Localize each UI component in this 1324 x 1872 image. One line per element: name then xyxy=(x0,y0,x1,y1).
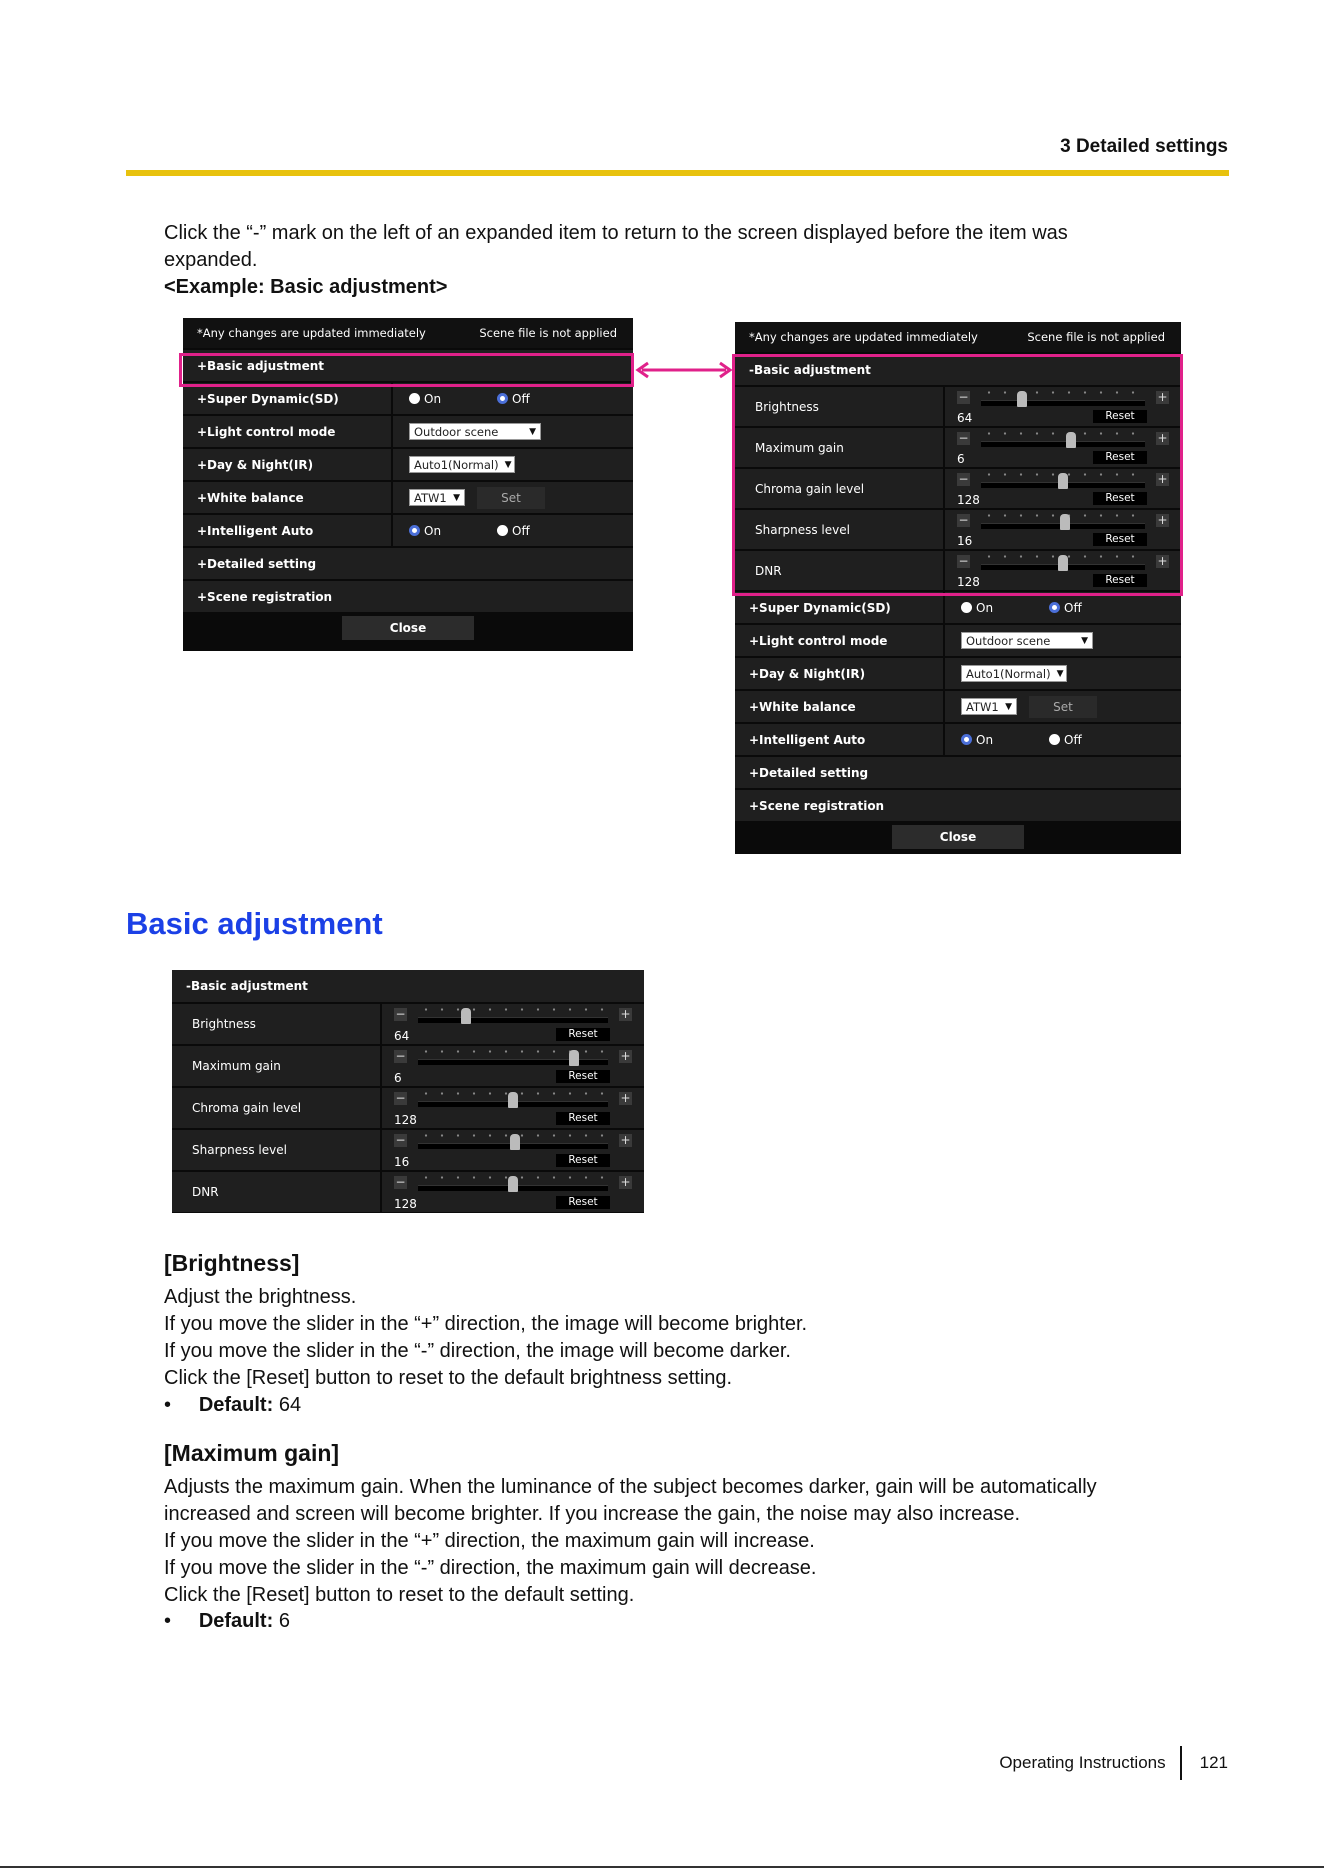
white-balance-row xyxy=(735,689,1181,722)
chevron-down-icon: ▼ xyxy=(453,492,460,503)
detailed-setting-toggle[interactable] xyxy=(735,755,1181,788)
light-control-select[interactable] xyxy=(961,632,1093,649)
scene-status: Scene file is not applied xyxy=(479,326,617,340)
radio-label: On xyxy=(976,600,994,615)
reset-button[interactable]: Reset xyxy=(556,1070,610,1083)
radio-label: Off xyxy=(1064,600,1082,615)
scene-registration-label: +Scene registration xyxy=(749,798,885,813)
bottom-rule xyxy=(0,1866,1324,1868)
plus-icon[interactable]: + xyxy=(1157,554,1168,568)
plus-icon[interactable]: + xyxy=(1157,513,1168,527)
day-night-select[interactable] xyxy=(961,665,1067,682)
intro-line-1: Click the “-” mark on the left of an expanded item to return to the screen displayed before the item was xyxy=(164,222,1068,244)
basic-adjustment-label: +Basic adjustment xyxy=(197,358,324,373)
white-balance-toggle[interactable]: +White balance xyxy=(735,691,945,722)
radio-label: On xyxy=(424,391,442,406)
detailed-setting-label: +Detailed setting xyxy=(197,556,317,571)
minus-icon[interactable]: − xyxy=(395,1133,406,1147)
update-notice: *Any changes are updated immediately xyxy=(749,330,978,344)
chevron-down-icon: ▼ xyxy=(529,426,536,437)
slider-value: 64 xyxy=(394,1029,410,1043)
radio-label: On xyxy=(424,523,442,538)
light-control-toggle[interactable]: +Light control mode xyxy=(735,625,945,656)
detailed-setting-label: +Detailed setting xyxy=(749,765,869,780)
plus-icon[interactable]: + xyxy=(620,1049,631,1063)
update-notice: *Any changes are updated immediately xyxy=(197,326,426,340)
text-line: If you move the slider in the “+” direction, the maximum gain will increase. xyxy=(164,1530,815,1552)
chevron-down-icon: ▼ xyxy=(1081,635,1088,646)
text-line: increased and screen will become brighter. If you increase the gain, the noise may also increase. xyxy=(164,1503,1021,1525)
minus-icon[interactable]: − xyxy=(395,1091,406,1105)
section-heading: Basic adjustment xyxy=(126,906,383,941)
white-balance-select[interactable] xyxy=(409,489,465,506)
brightness-description xyxy=(164,1284,1244,1392)
minus-icon[interactable]: − xyxy=(958,390,969,404)
slider-value: 128 xyxy=(957,575,980,589)
close-row xyxy=(183,612,633,644)
intelligent-auto-toggle[interactable]: +Intelligent Auto xyxy=(735,724,945,755)
slider-label: DNR xyxy=(735,551,945,590)
header-rule xyxy=(126,170,1229,176)
intelligent-auto-off-radio[interactable] xyxy=(497,524,585,538)
select-value: ATW1 xyxy=(966,699,999,714)
slider-ticks xyxy=(418,1050,608,1053)
reset-button[interactable]: Reset xyxy=(1093,492,1147,505)
slider-label: Sharpness level xyxy=(172,1130,382,1170)
slider-value: 128 xyxy=(394,1113,417,1127)
slider-control xyxy=(382,1172,644,1212)
radio-icon xyxy=(409,393,420,404)
day-night-toggle[interactable]: +Day & Night(IR) xyxy=(183,449,393,480)
text-line: If you move the slider in the “+” direction, the image will become brighter. xyxy=(164,1313,808,1335)
panel-header xyxy=(183,318,633,348)
close-button[interactable]: Close xyxy=(342,616,474,640)
text-line: Click the [Reset] button to reset to the default setting. xyxy=(164,1584,635,1606)
super-dynamic-off-radio[interactable] xyxy=(1049,601,1137,615)
max-gain-description xyxy=(164,1474,1244,1609)
minus-icon[interactable]: − xyxy=(395,1049,406,1063)
select-value: ATW1 xyxy=(414,490,447,505)
highlight-box-expanded xyxy=(732,354,1183,596)
plus-icon[interactable]: + xyxy=(620,1091,631,1105)
bullet-icon: • xyxy=(164,1394,172,1416)
double-arrow-icon xyxy=(634,360,734,380)
intelligent-auto-row xyxy=(735,722,1181,755)
white-balance-row xyxy=(183,480,633,513)
section-label: 3 Detailed settings xyxy=(1060,136,1228,157)
slider-ticks xyxy=(418,1008,608,1011)
slider-value: 64 xyxy=(957,411,973,425)
radio-icon xyxy=(497,525,508,536)
intro-text xyxy=(164,220,1214,301)
doc-title: Operating Instructions xyxy=(999,1753,1166,1772)
light-control-toggle[interactable]: +Light control mode xyxy=(183,416,393,447)
day-night-row xyxy=(183,447,633,480)
page-number: 121 xyxy=(1199,1753,1228,1772)
reset-button[interactable]: Reset xyxy=(556,1154,610,1167)
chevron-down-icon: ▼ xyxy=(1056,668,1064,679)
slider-row xyxy=(172,1002,644,1044)
reset-button[interactable]: Reset xyxy=(1093,574,1147,587)
chevron-down-icon: ▼ xyxy=(1005,701,1012,712)
slider-control xyxy=(382,1088,644,1128)
select-value: Auto1(Normal) xyxy=(966,666,1051,681)
slider-thumb[interactable] xyxy=(569,1050,579,1066)
slider-thumb[interactable] xyxy=(508,1176,518,1192)
slider-value: 6 xyxy=(957,452,965,466)
radio-selected-icon xyxy=(409,525,420,536)
intelligent-auto-on-radio[interactable] xyxy=(409,524,497,538)
radio-icon xyxy=(1049,734,1060,745)
radio-selected-icon xyxy=(497,393,508,404)
basic-adjustment-label: -Basic adjustment xyxy=(186,979,308,993)
brightness-heading: [Brightness] xyxy=(164,1250,300,1276)
slider-control xyxy=(382,1004,644,1044)
intro-line-2: expanded. xyxy=(164,249,258,271)
radio-label: Off xyxy=(512,391,530,406)
minus-icon[interactable]: − xyxy=(958,472,969,486)
minus-icon[interactable]: − xyxy=(958,513,969,527)
reset-button[interactable]: Reset xyxy=(1093,533,1147,546)
default-label: Default: xyxy=(198,1610,274,1632)
highlight-box-collapsed xyxy=(179,353,634,387)
super-dynamic-on-radio[interactable] xyxy=(409,392,497,406)
slider-label: Chroma gain level xyxy=(172,1088,382,1128)
plus-icon[interactable]: + xyxy=(1157,431,1168,445)
slider-value: 6 xyxy=(394,1071,402,1085)
scene-registration-label: +Scene registration xyxy=(197,589,333,604)
slider-row xyxy=(172,1086,644,1128)
slider-track[interactable] xyxy=(418,1059,608,1065)
plus-icon[interactable]: + xyxy=(620,1175,631,1189)
scene-registration-toggle[interactable] xyxy=(183,579,633,612)
light-control-row xyxy=(735,623,1181,656)
slider-thumb[interactable] xyxy=(510,1134,520,1150)
reset-button[interactable]: Reset xyxy=(556,1196,610,1209)
day-night-row xyxy=(735,656,1181,689)
bullet-icon: • xyxy=(164,1610,172,1632)
slider-group xyxy=(172,1002,644,1212)
minus-icon[interactable]: − xyxy=(958,431,969,445)
minus-icon[interactable]: − xyxy=(395,1007,406,1021)
radio-label: Off xyxy=(512,523,530,538)
close-button[interactable]: Close xyxy=(892,825,1024,849)
default-value: 64 xyxy=(278,1394,302,1416)
basic-adjustment-panel xyxy=(172,970,644,1213)
slider-row xyxy=(172,1128,644,1170)
plus-icon[interactable]: + xyxy=(1157,390,1168,404)
radio-icon xyxy=(961,602,972,613)
intelligent-auto-toggle[interactable]: +Intelligent Auto xyxy=(183,515,393,546)
slider-label: Maximum gain xyxy=(735,428,945,467)
set-button[interactable]: Set xyxy=(1029,696,1097,718)
slider-thumb[interactable] xyxy=(508,1092,518,1108)
example-label: <Example: Basic adjustment> xyxy=(164,276,448,298)
close-row xyxy=(735,821,1181,853)
default-value: 6 xyxy=(278,1610,290,1632)
radio-label: On xyxy=(976,732,994,747)
slider-control xyxy=(382,1046,644,1086)
day-night-select[interactable] xyxy=(409,456,515,473)
detailed-setting-toggle[interactable] xyxy=(183,546,633,579)
slider-label: Chroma gain level xyxy=(735,469,945,508)
basic-adjustment-label: -Basic adjustment xyxy=(749,362,871,377)
scene-status: Scene file is not applied xyxy=(1027,330,1165,344)
default-label: Default: xyxy=(198,1394,274,1416)
slider-value: 16 xyxy=(957,534,973,548)
slider-value: 128 xyxy=(957,493,980,507)
max-gain-heading: [Maximum gain] xyxy=(164,1440,340,1466)
slider-value: 128 xyxy=(394,1197,417,1211)
chevron-down-icon: ▼ xyxy=(504,459,512,470)
minus-icon[interactable]: − xyxy=(395,1175,406,1189)
slider-value: 16 xyxy=(394,1155,410,1169)
radio-selected-icon xyxy=(961,734,972,745)
slider-thumb[interactable] xyxy=(461,1008,471,1024)
white-balance-select[interactable] xyxy=(961,698,1017,715)
intelligent-auto-on-radio[interactable] xyxy=(961,733,1049,747)
radio-label: Off xyxy=(1064,732,1082,747)
white-balance-toggle[interactable]: +White balance xyxy=(183,482,393,513)
slider-track[interactable] xyxy=(418,1017,608,1023)
reset-button[interactable]: Reset xyxy=(556,1112,610,1125)
minus-icon[interactable]: − xyxy=(958,554,969,568)
text-line: Click the [Reset] button to reset to the default brightness setting. xyxy=(164,1367,733,1389)
slider-row xyxy=(172,1170,644,1212)
plus-icon[interactable]: + xyxy=(620,1133,631,1147)
plus-icon[interactable]: + xyxy=(1157,472,1168,486)
set-button[interactable]: Set xyxy=(477,487,545,509)
slider-control xyxy=(382,1130,644,1170)
text-line: Adjust the brightness. xyxy=(164,1286,357,1308)
light-control-select[interactable] xyxy=(409,423,541,440)
day-night-toggle[interactable]: +Day & Night(IR) xyxy=(735,658,945,689)
light-control-row xyxy=(183,414,633,447)
slider-label: Maximum gain xyxy=(172,1046,382,1086)
plus-icon[interactable]: + xyxy=(620,1007,631,1021)
slider-row xyxy=(172,1044,644,1086)
reset-button[interactable]: Reset xyxy=(1093,451,1147,464)
slider-label: DNR xyxy=(172,1172,382,1212)
slider-label: Brightness xyxy=(735,387,945,426)
brightness-default xyxy=(164,1394,301,1417)
super-dynamic-toggle[interactable]: +Super Dynamic(SD) xyxy=(735,592,945,623)
reset-button[interactable]: Reset xyxy=(1093,410,1147,423)
page-footer xyxy=(999,1746,1228,1780)
text-line: If you move the slider in the “-” direction, the image will become darker. xyxy=(164,1340,791,1362)
footer-divider xyxy=(1180,1746,1182,1780)
scene-registration-toggle[interactable] xyxy=(735,788,1181,821)
select-value: Outdoor scene xyxy=(414,424,499,439)
reset-button[interactable]: Reset xyxy=(556,1028,610,1041)
intelligent-auto-off-radio[interactable] xyxy=(1049,733,1137,747)
max-gain-default xyxy=(164,1610,290,1633)
super-dynamic-on-radio[interactable] xyxy=(961,601,1049,615)
select-value: Auto1(Normal) xyxy=(414,457,499,472)
select-value: Outdoor scene xyxy=(966,633,1051,648)
radio-selected-icon xyxy=(1049,602,1060,613)
slider-label: Brightness xyxy=(172,1004,382,1044)
slider-label: Sharpness level xyxy=(735,510,945,549)
super-dynamic-off-radio[interactable] xyxy=(497,392,585,406)
text-line: If you move the slider in the “-” direction, the maximum gain will decrease. xyxy=(164,1557,817,1579)
panel-header xyxy=(735,322,1181,352)
super-dynamic-toggle[interactable]: +Super Dynamic(SD) xyxy=(183,383,393,414)
text-line: Adjusts the maximum gain. When the luminance of the subject becomes darker, gain will be automatically xyxy=(164,1476,1097,1498)
intelligent-auto-row xyxy=(183,513,633,546)
basic-adjustment-toggle[interactable] xyxy=(172,970,644,1002)
